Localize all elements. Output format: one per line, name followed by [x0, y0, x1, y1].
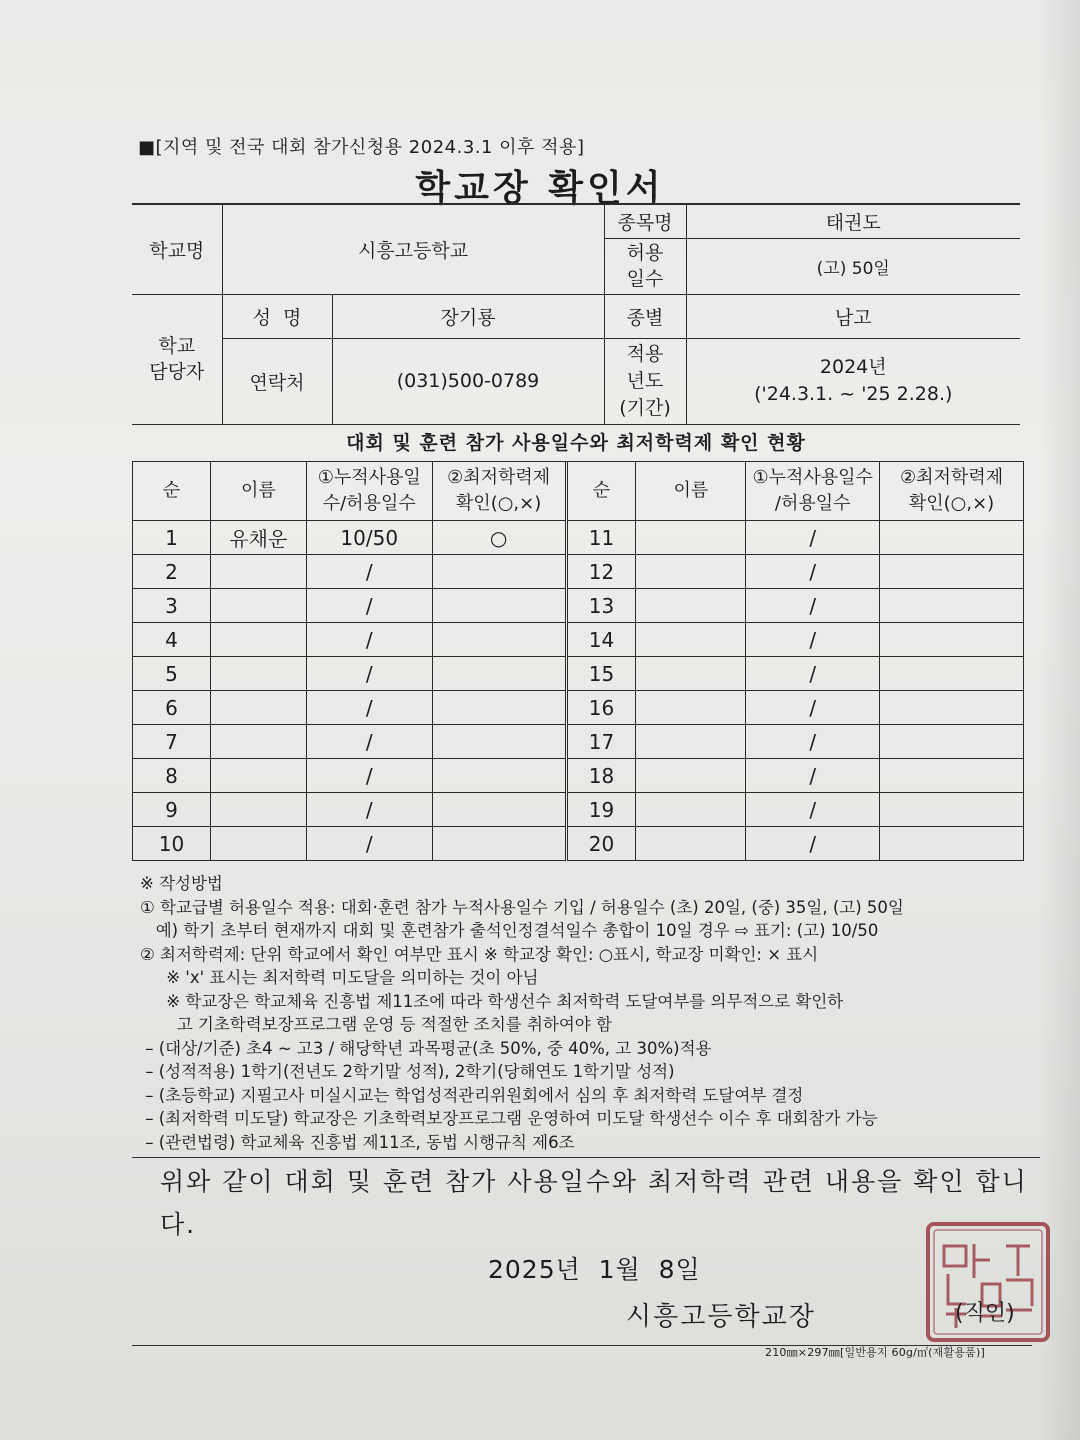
grade-check [432, 793, 566, 827]
col-header: ①누적사용일수 /허용일수 [746, 462, 880, 521]
instruction-line: 고 기초학력보장프로그램 운영 등 적절한 조치를 취하여야 함 [140, 1015, 612, 1034]
col-header: 순 [133, 462, 211, 521]
row-number: 16 [566, 691, 636, 725]
header-note: ■[지역 및 전국 대회 참가신청용 2024.3.1 이후 적용] [138, 137, 585, 158]
grade-check [432, 725, 566, 759]
grade-check [432, 827, 566, 861]
grade-check: ○ [432, 521, 566, 555]
days-used: / [746, 793, 880, 827]
student-name [636, 691, 746, 725]
participants-table [132, 461, 1024, 861]
info-table [132, 203, 1020, 425]
row-number: 19 [566, 793, 636, 827]
row-number: 5 [133, 657, 211, 691]
student-name [210, 691, 306, 725]
instruction-line: ※ 학교장은 학교체육 진흥법 제11조에 따라 학생선수 최저학력 도달여부를 의무적으로 확인하 [140, 991, 844, 1011]
name-label: 성 명 [222, 294, 332, 338]
year-value: 2024년 ('24.3.1. ~ '25 2.28.) [686, 338, 1020, 424]
row-number: 3 [133, 589, 211, 623]
table-row [133, 555, 1024, 589]
grade-check [880, 759, 1024, 793]
table-row [133, 623, 1024, 657]
grade-check [432, 623, 566, 657]
row-number: 9 [133, 793, 211, 827]
row-number: 4 [133, 623, 211, 657]
col-header: ①누적사용일 수/허용일수 [306, 462, 432, 521]
contact-value: (031)500-0789 [332, 338, 604, 424]
grade-check [880, 657, 1024, 691]
days-used: / [306, 725, 432, 759]
instruction-line: – (성적적용) 1학기(전년도 2학기말 성적), 2학기(당해연도 1학기말 성적) [140, 1062, 675, 1081]
table-header-row [133, 462, 1024, 521]
seal-mark: (직인) [955, 1301, 1015, 1326]
row-number: 18 [566, 759, 636, 793]
col-header: 이름 [210, 462, 306, 521]
allowed-days-value: (고) 50일 [686, 238, 1020, 294]
grade-check [880, 623, 1024, 657]
category-value: 남고 [686, 294, 1020, 338]
grade-check [880, 555, 1024, 589]
days-used: / [746, 759, 880, 793]
manager-label: 학교 담당자 [132, 294, 222, 424]
student-name [210, 793, 306, 827]
student-name: 유채운 [210, 521, 306, 555]
table-row [133, 691, 1024, 725]
grade-check [432, 589, 566, 623]
row-number: 7 [133, 725, 211, 759]
contact-label: 연락처 [222, 338, 332, 424]
row-number: 13 [566, 589, 636, 623]
instruction-line: ※ 'x' 표시는 최저학력 미도달을 의미하는 것이 아님 [140, 968, 539, 987]
document-title: 학교장 확인서 [415, 168, 665, 209]
days-used: 10/50 [306, 521, 432, 555]
student-name [636, 623, 746, 657]
student-name [210, 555, 306, 589]
table-row [133, 759, 1024, 793]
paper-spec-note: 210㎜×297㎜[일반용지 60g/㎡(재활용품)] [765, 1346, 985, 1359]
grade-check [880, 521, 1024, 555]
days-used: / [306, 691, 432, 725]
divider [132, 1157, 1040, 1158]
confirm-statement: 위와 같이 대회 및 훈련 참가 사용일수와 최저학력 관련 내용을 확인 합니다. [160, 1167, 1028, 1239]
instruction-line: – (대상/기준) 초4 ~ 고3 / 해당학년 과목평균(초 50%, 중 40%, 고 30%)적용 [140, 1038, 712, 1058]
days-used: / [746, 691, 880, 725]
instruction-line: – (최저학력 미도달) 학교장은 기초학력보장프로그램 운영하여 미도달 학생선수 이수 후 대회참가 가능 [140, 1109, 878, 1128]
days-used: / [306, 589, 432, 623]
days-used: / [306, 827, 432, 861]
days-used: / [306, 793, 432, 827]
table-row [133, 827, 1024, 861]
student-name [210, 827, 306, 861]
row-number: 1 [133, 521, 211, 555]
instruction-line: ※ 작성방법 [140, 874, 223, 893]
year-label: 적용 년도 (기간) [604, 338, 686, 424]
row-number: 17 [566, 725, 636, 759]
section-title: 대회 및 훈련 참가 사용일수와 최저학력제 확인 현황 [132, 425, 1020, 462]
grade-check [880, 827, 1024, 861]
days-used: / [746, 657, 880, 691]
row-number: 15 [566, 657, 636, 691]
days-used: / [306, 657, 432, 691]
days-used: / [746, 555, 880, 589]
student-name [210, 657, 306, 691]
student-name [636, 793, 746, 827]
instruction-line: ① 학교급별 허용일수 적용: 대회·훈련 참가 누적사용일수 기입 / 허용일수 (초) 20일, (중) 35일, (고) 50일 [140, 897, 904, 917]
event-value: 태권도 [686, 204, 1020, 238]
days-used: / [746, 589, 880, 623]
row-number: 2 [133, 555, 211, 589]
event-label: 종목명 [604, 204, 686, 238]
days-used: / [746, 623, 880, 657]
student-name [210, 623, 306, 657]
student-name [210, 759, 306, 793]
row-number: 10 [133, 827, 211, 861]
student-name [636, 759, 746, 793]
student-name [636, 589, 746, 623]
grade-check [880, 589, 1024, 623]
days-used: / [746, 521, 880, 555]
col-header: ②최저학력제 확인(○,×) [880, 462, 1024, 521]
instructions [140, 872, 1040, 1154]
school-name-label: 학교명 [132, 204, 222, 294]
table-row [133, 521, 1024, 555]
table-row [133, 589, 1024, 623]
student-name [636, 555, 746, 589]
row-number: 12 [566, 555, 636, 589]
grade-check [432, 691, 566, 725]
student-name [636, 725, 746, 759]
col-header: ②최저학력제 확인(○,×) [432, 462, 566, 521]
row-number: 14 [566, 623, 636, 657]
table-row [133, 657, 1024, 691]
days-used: / [746, 827, 880, 861]
grade-check [432, 759, 566, 793]
days-used: / [306, 555, 432, 589]
instruction-line: – (초등학교) 지필고사 미실시교는 학업성적관리위원회에서 심의 후 최저학력 도달여부 결정 [140, 1085, 804, 1105]
row-number: 11 [566, 521, 636, 555]
issue-date: 2025년 1월 8일 [488, 1255, 701, 1284]
instruction-line: – (관련법령) 학교체육 진흥법 제11조, 동법 시행규칙 제6조 [140, 1132, 575, 1152]
days-used: / [306, 759, 432, 793]
student-name [636, 827, 746, 861]
table-row [133, 725, 1024, 759]
grade-check [432, 657, 566, 691]
allowed-days-label: 허용 일수 [604, 238, 686, 294]
instruction-line: 예) 학기 초부터 현재까지 대회 및 훈련참가 출석인정결석일수 총합이 10일 경우 ⇨ 표기: (고) 10/50 [140, 921, 879, 940]
instruction-line: ② 최저학력제: 단위 학교에서 확인 여부만 표시 ※ 학교장 확인: ○표시, 학교장 미확인: × 표시 [140, 944, 819, 964]
student-name [210, 725, 306, 759]
grade-check [880, 793, 1024, 827]
grade-check [432, 555, 566, 589]
days-used: / [746, 725, 880, 759]
table-row [133, 793, 1024, 827]
row-number: 8 [133, 759, 211, 793]
manager-name: 장기룡 [332, 294, 604, 338]
principal-name: 시흥고등학교장 [626, 1302, 816, 1332]
school-name: 시흥고등학교 [222, 204, 604, 294]
category-label: 종별 [604, 294, 686, 338]
row-number: 20 [566, 827, 636, 861]
col-header: 순 [566, 462, 636, 521]
grade-check [880, 725, 1024, 759]
student-name [210, 589, 306, 623]
grade-check [880, 691, 1024, 725]
student-name [636, 521, 746, 555]
col-header: 이름 [636, 462, 746, 521]
days-used: / [306, 623, 432, 657]
student-name [636, 657, 746, 691]
row-number: 6 [133, 691, 211, 725]
